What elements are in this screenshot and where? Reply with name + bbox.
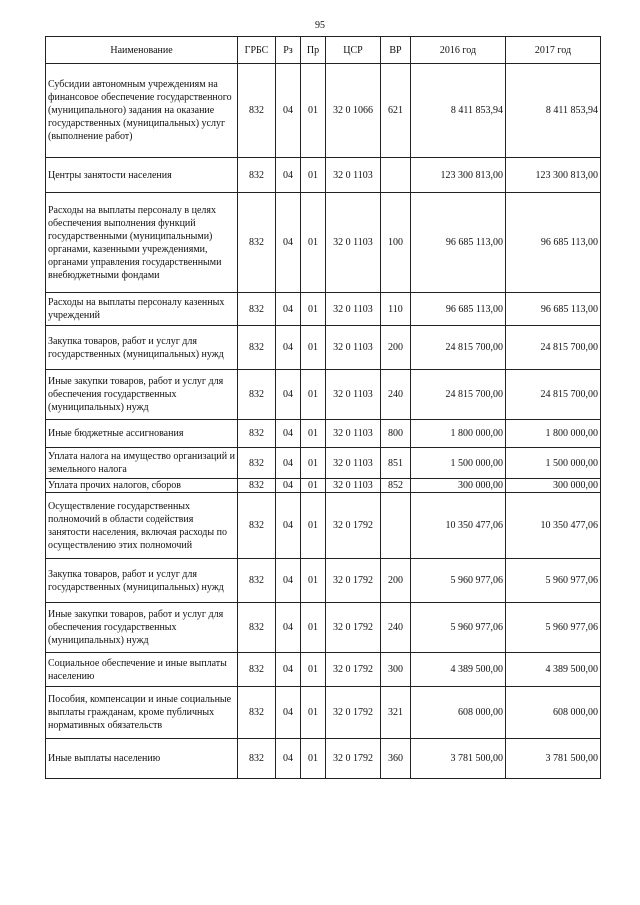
row-vr: 200 bbox=[381, 326, 411, 370]
row-vr: 851 bbox=[381, 448, 411, 479]
row-2016: 5 960 977,06 bbox=[411, 559, 506, 603]
table-row bbox=[46, 448, 601, 479]
row-name: Пособия, компенсации и иные социальные выплаты гражданам, кроме публичных нормативных обязательств bbox=[46, 687, 238, 739]
row-2016: 5 960 977,06 bbox=[411, 603, 506, 653]
row-rz: 04 bbox=[276, 739, 301, 779]
row-grbs: 832 bbox=[238, 64, 276, 158]
row-pr: 01 bbox=[301, 158, 326, 193]
row-2017: 96 685 113,00 bbox=[506, 293, 601, 326]
row-grbs: 832 bbox=[238, 448, 276, 479]
row-pr: 01 bbox=[301, 739, 326, 779]
row-vr: 240 bbox=[381, 603, 411, 653]
row-2017: 1 500 000,00 bbox=[506, 448, 601, 479]
row-rz: 04 bbox=[276, 158, 301, 193]
row-pr: 01 bbox=[301, 370, 326, 420]
header-name: Наименование bbox=[46, 37, 238, 64]
row-grbs: 832 bbox=[238, 559, 276, 603]
row-csr: 32 0 1792 bbox=[326, 493, 381, 559]
row-2016: 24 815 700,00 bbox=[411, 326, 506, 370]
row-name: Закупка товаров, работ и услуг для государственных (муниципальных) нужд bbox=[46, 326, 238, 370]
row-grbs: 832 bbox=[238, 653, 276, 687]
row-csr: 32 0 1792 bbox=[326, 603, 381, 653]
row-csr: 32 0 1103 bbox=[326, 326, 381, 370]
row-2016: 24 815 700,00 bbox=[411, 370, 506, 420]
row-pr: 01 bbox=[301, 326, 326, 370]
row-2017: 5 960 977,06 bbox=[506, 603, 601, 653]
row-name: Иные выплаты населению bbox=[46, 739, 238, 779]
table-row bbox=[46, 653, 601, 687]
row-name: Центры занятости населения bbox=[46, 158, 238, 193]
row-vr: 110 bbox=[381, 293, 411, 326]
row-pr: 01 bbox=[301, 193, 326, 293]
row-name: Субсидии автономным учреждениям на финансовое обеспечение государственного (муниципального) задания на оказание государственных (муниципальных) услуг (выполнение работ) bbox=[46, 64, 238, 158]
row-csr: 32 0 1103 bbox=[326, 193, 381, 293]
table-header-row bbox=[46, 37, 601, 64]
row-grbs: 832 bbox=[238, 293, 276, 326]
row-2017: 96 685 113,00 bbox=[506, 193, 601, 293]
row-rz: 04 bbox=[276, 687, 301, 739]
table-row bbox=[46, 326, 601, 370]
row-grbs: 832 bbox=[238, 370, 276, 420]
row-name: Иные бюджетные ассигнования bbox=[46, 420, 238, 448]
row-pr: 01 bbox=[301, 448, 326, 479]
row-csr: 32 0 1103 bbox=[326, 479, 381, 493]
row-vr bbox=[381, 158, 411, 193]
row-csr: 32 0 1103 bbox=[326, 370, 381, 420]
row-name: Уплата прочих налогов, сборов bbox=[46, 479, 238, 493]
row-2016: 608 000,00 bbox=[411, 687, 506, 739]
row-2016: 4 389 500,00 bbox=[411, 653, 506, 687]
row-rz: 04 bbox=[276, 603, 301, 653]
row-2017: 4 389 500,00 bbox=[506, 653, 601, 687]
table-row bbox=[46, 739, 601, 779]
row-rz: 04 bbox=[276, 293, 301, 326]
row-pr: 01 bbox=[301, 420, 326, 448]
row-rz: 04 bbox=[276, 193, 301, 293]
row-csr: 32 0 1103 bbox=[326, 158, 381, 193]
row-pr: 01 bbox=[301, 687, 326, 739]
table-row bbox=[46, 603, 601, 653]
row-grbs: 832 bbox=[238, 493, 276, 559]
row-vr: 800 bbox=[381, 420, 411, 448]
row-csr: 32 0 1792 bbox=[326, 739, 381, 779]
header-vr: ВР bbox=[381, 37, 411, 64]
row-2016: 123 300 813,00 bbox=[411, 158, 506, 193]
row-grbs: 832 bbox=[238, 193, 276, 293]
row-name: Расходы на выплаты персоналу в целях обеспечения выполнения функций государственными (муниципальными) органами, казенными учреждениями, органами управления государственными внебюджетными фондами bbox=[46, 193, 238, 293]
row-rz: 04 bbox=[276, 653, 301, 687]
row-2016: 8 411 853,94 bbox=[411, 64, 506, 158]
table-row bbox=[46, 370, 601, 420]
row-2017: 8 411 853,94 bbox=[506, 64, 601, 158]
row-pr: 01 bbox=[301, 559, 326, 603]
row-csr: 32 0 1066 bbox=[326, 64, 381, 158]
row-name: Закупка товаров, работ и услуг для государственных (муниципальных) нужд bbox=[46, 559, 238, 603]
row-rz: 04 bbox=[276, 448, 301, 479]
table-row bbox=[46, 559, 601, 603]
table-row bbox=[46, 479, 601, 493]
table-row bbox=[46, 493, 601, 559]
row-pr: 01 bbox=[301, 479, 326, 493]
row-pr: 01 bbox=[301, 603, 326, 653]
row-rz: 04 bbox=[276, 326, 301, 370]
table-row bbox=[46, 193, 601, 293]
table-row bbox=[46, 64, 601, 158]
row-rz: 04 bbox=[276, 420, 301, 448]
table-row bbox=[46, 687, 601, 739]
row-grbs: 832 bbox=[238, 158, 276, 193]
row-rz: 04 bbox=[276, 64, 301, 158]
row-csr: 32 0 1792 bbox=[326, 687, 381, 739]
row-grbs: 832 bbox=[238, 687, 276, 739]
row-pr: 01 bbox=[301, 293, 326, 326]
row-vr: 200 bbox=[381, 559, 411, 603]
row-csr: 32 0 1103 bbox=[326, 448, 381, 479]
row-2017: 10 350 477,06 bbox=[506, 493, 601, 559]
row-csr: 32 0 1792 bbox=[326, 653, 381, 687]
header-2016: 2016 год bbox=[411, 37, 506, 64]
row-pr: 01 bbox=[301, 64, 326, 158]
budget-table bbox=[45, 36, 601, 779]
row-vr bbox=[381, 493, 411, 559]
row-rz: 04 bbox=[276, 559, 301, 603]
row-2017: 1 800 000,00 bbox=[506, 420, 601, 448]
row-2017: 123 300 813,00 bbox=[506, 158, 601, 193]
table-row bbox=[46, 158, 601, 193]
row-2017: 300 000,00 bbox=[506, 479, 601, 493]
row-vr: 321 bbox=[381, 687, 411, 739]
row-name: Осуществление государственных полномочий в области содействия занятости населения, включая расходы по осуществлению этих полномочий bbox=[46, 493, 238, 559]
row-grbs: 832 bbox=[238, 603, 276, 653]
row-2016: 10 350 477,06 bbox=[411, 493, 506, 559]
row-name: Расходы на выплаты персоналу казенных учреждений bbox=[46, 293, 238, 326]
header-pr: Пр bbox=[301, 37, 326, 64]
row-2017: 24 815 700,00 bbox=[506, 370, 601, 420]
header-csr: ЦСР bbox=[326, 37, 381, 64]
row-csr: 32 0 1103 bbox=[326, 420, 381, 448]
header-2017: 2017 год bbox=[506, 37, 601, 64]
row-rz: 04 bbox=[276, 479, 301, 493]
row-vr: 100 bbox=[381, 193, 411, 293]
row-name: Иные закупки товаров, работ и услуг для обеспечения государственных (муниципальных) нужд bbox=[46, 603, 238, 653]
table-row bbox=[46, 293, 601, 326]
row-vr: 300 bbox=[381, 653, 411, 687]
row-grbs: 832 bbox=[238, 739, 276, 779]
row-csr: 32 0 1103 bbox=[326, 293, 381, 326]
row-2016: 96 685 113,00 bbox=[411, 193, 506, 293]
row-vr: 852 bbox=[381, 479, 411, 493]
row-2017: 5 960 977,06 bbox=[506, 559, 601, 603]
header-rz: Рз bbox=[276, 37, 301, 64]
row-2016: 1 800 000,00 bbox=[411, 420, 506, 448]
row-name: Социальное обеспечение и иные выплаты населению bbox=[46, 653, 238, 687]
header-grbs: ГРБС bbox=[238, 37, 276, 64]
row-vr: 621 bbox=[381, 64, 411, 158]
table-row bbox=[46, 420, 601, 448]
row-vr: 240 bbox=[381, 370, 411, 420]
row-vr: 360 bbox=[381, 739, 411, 779]
row-2017: 24 815 700,00 bbox=[506, 326, 601, 370]
row-rz: 04 bbox=[276, 493, 301, 559]
row-grbs: 832 bbox=[238, 326, 276, 370]
row-name: Уплата налога на имущество организаций и земельного налога bbox=[46, 448, 238, 479]
row-csr: 32 0 1792 bbox=[326, 559, 381, 603]
row-pr: 01 bbox=[301, 493, 326, 559]
row-2016: 300 000,00 bbox=[411, 479, 506, 493]
row-grbs: 832 bbox=[238, 479, 276, 493]
row-2016: 1 500 000,00 bbox=[411, 448, 506, 479]
row-grbs: 832 bbox=[238, 420, 276, 448]
row-2017: 608 000,00 bbox=[506, 687, 601, 739]
page-number: 95 bbox=[315, 20, 325, 31]
row-2016: 3 781 500,00 bbox=[411, 739, 506, 779]
row-2016: 96 685 113,00 bbox=[411, 293, 506, 326]
row-name: Иные закупки товаров, работ и услуг для обеспечения государственных (муниципальных) нужд bbox=[46, 370, 238, 420]
row-2017: 3 781 500,00 bbox=[506, 739, 601, 779]
row-rz: 04 bbox=[276, 370, 301, 420]
row-pr: 01 bbox=[301, 653, 326, 687]
